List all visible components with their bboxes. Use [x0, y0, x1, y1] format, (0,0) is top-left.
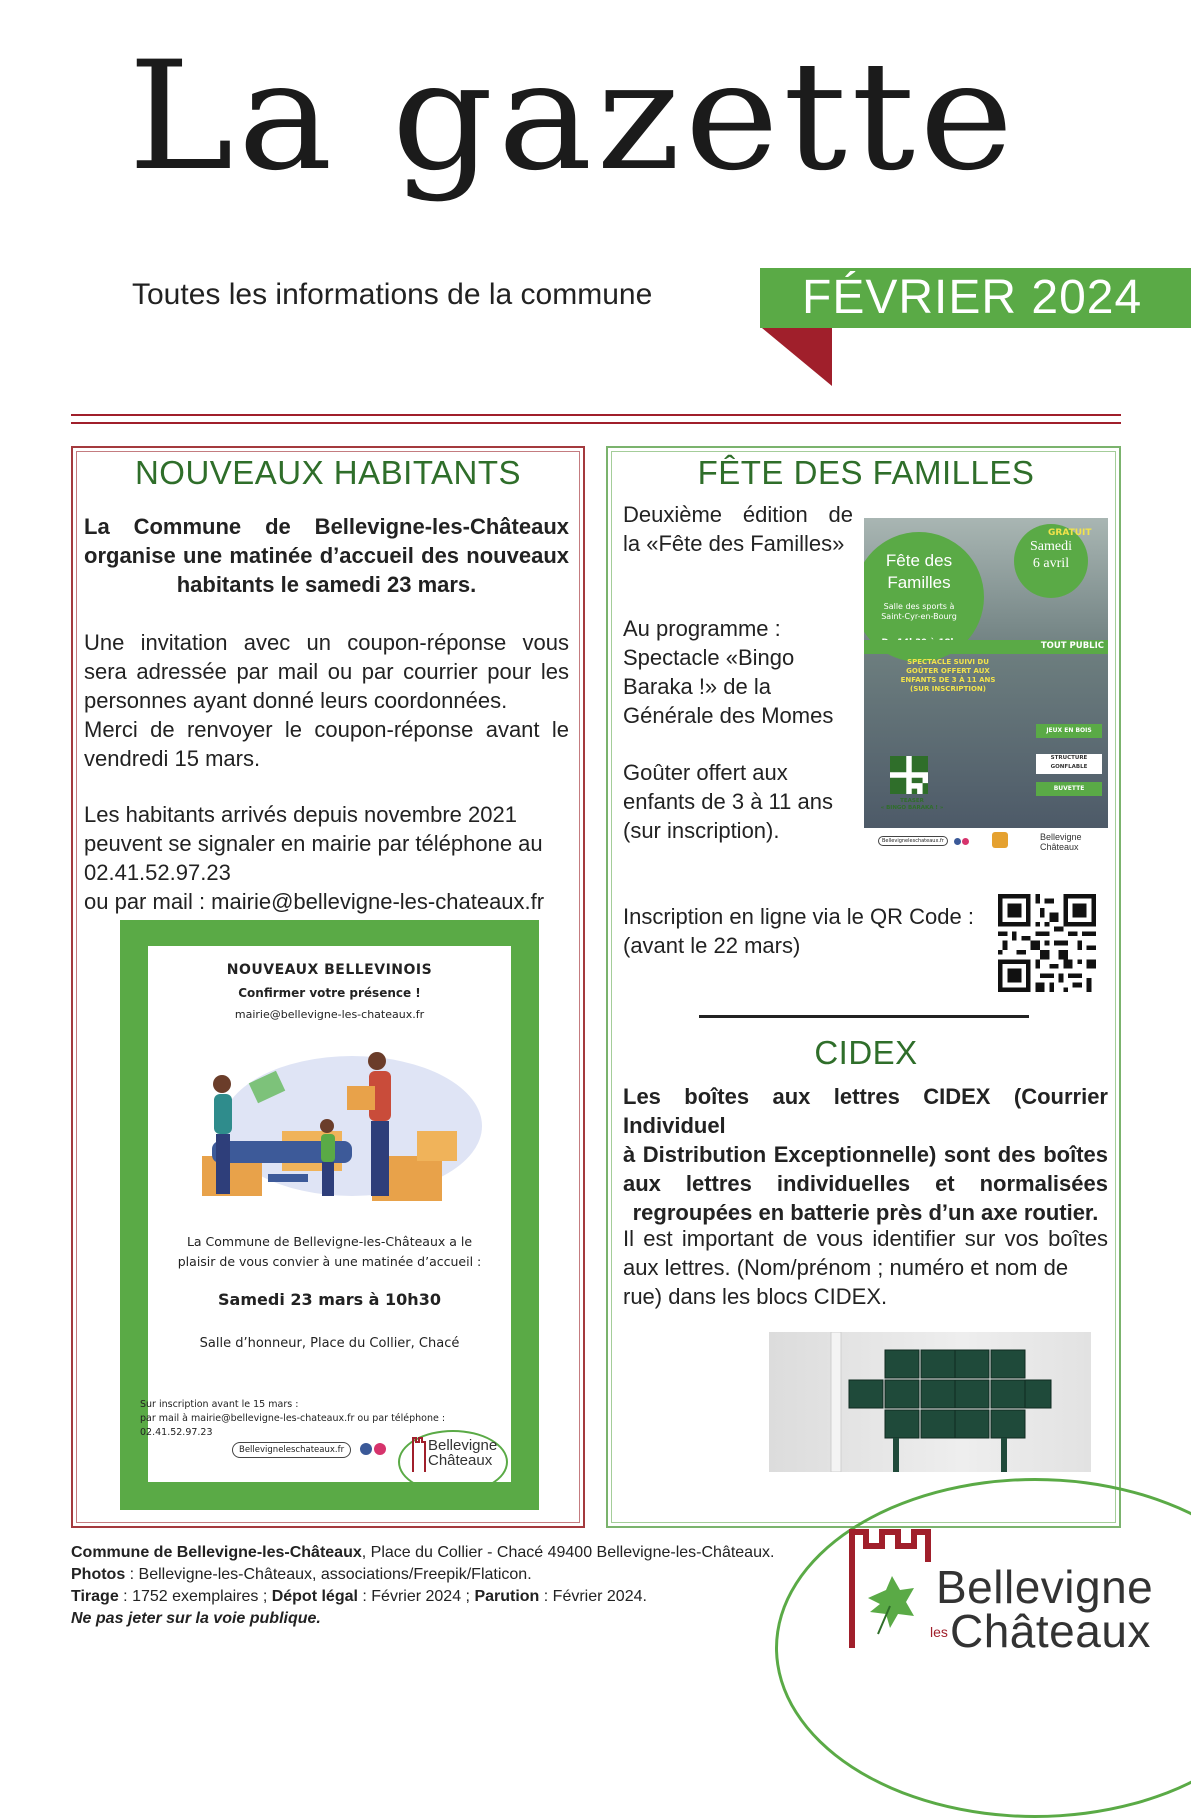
- poster-jeux: JEUX EN BOIS: [1036, 724, 1102, 738]
- text-line: regroupées en batterie près d’un axe routier.: [632, 1200, 1099, 1225]
- text-line: Goûter offert aux: [623, 760, 788, 785]
- nouveaux-intro: [84, 512, 569, 599]
- poster-teaser: [872, 798, 952, 812]
- fete-programme: [623, 614, 853, 730]
- poster-gratuit: GRATUIT: [1048, 528, 1092, 538]
- text-line: par mail à mairie@bellevigne-les-chateaux.fr ou par téléphone :: [140, 1413, 446, 1424]
- moving-family-illustration: [172, 1046, 482, 1206]
- poster-logo-text: [1040, 832, 1082, 852]
- text-line: 6 avril: [1032, 556, 1070, 571]
- cidex-mailboxes-photo: [769, 1332, 1091, 1472]
- footer-bold: Dépot légal: [271, 1588, 358, 1605]
- poster-website: Bellevigneleschateaux.fr: [878, 836, 948, 846]
- footer-text: : Février 2024.: [539, 1588, 647, 1605]
- text-line: TEASER: [900, 798, 924, 804]
- logo-line1: Bellevigne: [936, 1561, 1154, 1613]
- poster-when: Samedi 23 mars à 10h30: [218, 1290, 441, 1309]
- footer-bold: Tirage: [71, 1588, 119, 1605]
- top-rule: [71, 414, 1121, 416]
- footer-tirage: [71, 1588, 647, 1606]
- fete-des-familles-title: FÊTE DES FAMILLES: [697, 454, 1035, 491]
- text-line: Les boîtes aux lettres CIDEX (Courrier Individuel: [623, 1084, 1108, 1138]
- footer-bold: Parution: [474, 1588, 540, 1605]
- mailbox-illustration: [769, 1332, 1091, 1472]
- text-line: Merci de renvoyer le coupon-réponse avant le: [84, 717, 569, 742]
- footer-bold: Photos: [71, 1566, 126, 1583]
- text-line: Baraka !» de la: [623, 674, 771, 699]
- text-line: Au programme :: [623, 616, 781, 641]
- text-line: peuvent se signaler en mairie par téléphone au: [84, 831, 543, 856]
- issue-date: FÉVRIER 2024: [802, 271, 1143, 324]
- logo-les: les: [930, 1624, 948, 1640]
- poster-website: Bellevigneleschateaux.fr: [232, 1442, 351, 1458]
- text-line: la «Fête des Familles»: [623, 531, 845, 556]
- text-line: Familles: [887, 573, 951, 592]
- text-line: aux lettres individuelles et normalisées: [623, 1171, 1108, 1196]
- text-line: plaisir de vous convier à une matinée d’accueil :: [177, 1254, 482, 1269]
- footer-text: : 1752 exemplaires ;: [118, 1588, 272, 1605]
- text-line: GONFLABLE: [1050, 764, 1088, 770]
- text-line: sera adressée par mail ou par courrier pour les: [84, 659, 569, 684]
- text-line: rue) dans les blocs CIDEX.: [623, 1284, 888, 1309]
- instagram-icon: [962, 838, 969, 845]
- poster-qr-code: [890, 756, 928, 794]
- text-line: ENFANTS DE 3 À 11 ANS: [900, 676, 996, 684]
- logo-line: Châteaux: [428, 1452, 493, 1469]
- poster-inner: [140, 946, 511, 1482]
- poster-email: mairie@bellevigne-les-chateaux.fr: [234, 1008, 425, 1021]
- poster-circle-title: [864, 550, 974, 594]
- poster-spectacle: [888, 658, 1008, 694]
- text-line: « BINGO BARAKA ! »: [880, 805, 944, 811]
- castle-icon: [412, 1436, 426, 1472]
- text-line: (sur inscription).: [623, 818, 780, 843]
- section-separator: [699, 1015, 1029, 1018]
- inscription-qr-code[interactable]: [998, 894, 1096, 992]
- poster-buvette: BUVETTE: [1036, 782, 1102, 796]
- fete-intro: [623, 500, 853, 558]
- fete-inscription: [623, 902, 993, 960]
- text-line: Générale des Momes: [623, 703, 834, 728]
- intro-line: habitants le samedi 23 mars.: [176, 572, 477, 597]
- text-line: 02.41.52.97.23: [140, 1427, 213, 1438]
- text-line: La Commune de Bellevigne-les-Châteaux a le: [186, 1234, 473, 1249]
- tagline: Toutes les informations de la commune: [132, 278, 653, 311]
- intro-line: organise une matinée d’accueil des nouveaux: [84, 543, 569, 568]
- red-flag-decoration: [762, 328, 832, 386]
- text-line: Spectacle «Bingo: [623, 645, 795, 670]
- nouveaux-contact: [84, 800, 569, 916]
- text-line: Deuxième édition de: [623, 502, 853, 527]
- footer-notice: Ne pas jeter sur la voie publique.: [71, 1610, 321, 1627]
- logo-line: Bellevigne: [428, 1437, 498, 1454]
- text-line: Sur inscription avant le 15 mars :: [140, 1399, 299, 1410]
- text-line: Il est important de vous identifier sur vos boîtes: [623, 1226, 1108, 1251]
- text-line: Les habitants arrivés depuis novembre 2021: [84, 802, 517, 827]
- poster-structure: [1036, 754, 1102, 774]
- contact-email: ou par mail : mairie@bellevigne-les-chateaux.fr: [84, 889, 545, 914]
- logo-line: Châteaux: [1040, 842, 1079, 852]
- poster-public: TOUT PUBLIC: [1040, 641, 1104, 651]
- text-line: enfants de 3 à 11 ans: [623, 789, 833, 814]
- intro-line: La Commune de Bellevigne-les-Châteaux: [84, 514, 569, 539]
- facebook-icon: [360, 1443, 372, 1455]
- poster-invitation: [148, 1232, 511, 1272]
- fete-des-familles-poster: [864, 518, 1108, 856]
- masthead-title: La gazette: [128, 30, 1018, 204]
- text-line: Salle des sports à: [883, 602, 955, 611]
- footer-text: : Bellevigne-les-Châteaux, associations/Freepik/Flaticon.: [125, 1566, 532, 1583]
- poster-venue: [864, 602, 974, 622]
- phone-number: 02.41.52.97.23: [84, 860, 231, 885]
- cidex-definition: [623, 1082, 1108, 1227]
- text-line: Samedi: [1030, 539, 1072, 554]
- footer-text: : Février 2024 ;: [357, 1588, 475, 1605]
- poster-date: [1014, 538, 1088, 572]
- text-line: personnes ayant donné leurs coordonnées.: [84, 688, 508, 713]
- footer-address: [71, 1544, 774, 1562]
- poster-title: NOUVEAUX BELLEVINOIS: [226, 962, 433, 978]
- text-line: (avant le 22 mars): [623, 933, 801, 958]
- text-line: STRUCTURE: [1050, 755, 1088, 761]
- text-line: Une invitation avec un coupon-réponse vous: [84, 630, 569, 655]
- poster-subtitle: Confirmer votre présence !: [238, 986, 421, 1000]
- cidex-instructions: [623, 1224, 1108, 1311]
- nouveaux-habitants-title: NOUVEAUX HABITANTS: [134, 454, 522, 491]
- partner-logo: [992, 832, 1008, 848]
- text-line: à Distribution Exceptionnelle) sont des boîtes: [623, 1142, 1108, 1167]
- text-line: aux lettres. (Nom/prénom ; numéro et nom de: [623, 1255, 1069, 1280]
- text-line: Inscription en ligne via le QR Code :: [623, 904, 974, 929]
- nouveaux-invitation: [84, 628, 569, 773]
- text-line: SPECTACLE SUIVI DU: [907, 658, 989, 666]
- text-line: Fête des: [885, 551, 953, 570]
- cidex-title: CIDEX: [814, 1034, 918, 1071]
- facebook-icon: [954, 838, 961, 845]
- poster-where: Salle d’honneur, Place du Collier, Chacé: [199, 1336, 460, 1351]
- text-line: GOÛTER OFFERT AUX: [906, 667, 990, 675]
- top-rule-2: [71, 422, 1121, 424]
- footer-text: , Place du Collier - Chacé 49400 Bellevigne-les-Châteaux.: [361, 1544, 775, 1561]
- text-line: (SUR INSCRIPTION): [910, 685, 986, 693]
- instagram-icon: [374, 1443, 386, 1455]
- footer-photos: [71, 1566, 532, 1584]
- text-line: Saint-Cyr-en-Bourg: [881, 612, 957, 621]
- logo-line2: Châteaux: [950, 1605, 1151, 1657]
- logo-line: Bellevigne: [1040, 832, 1082, 842]
- text-line: vendredi 15 mars.: [84, 746, 261, 771]
- footer-bold: Commune de Bellevigne-les-Châteaux: [71, 1544, 362, 1561]
- poster-logo-text: [428, 1438, 497, 1468]
- fete-gouter: [623, 758, 853, 845]
